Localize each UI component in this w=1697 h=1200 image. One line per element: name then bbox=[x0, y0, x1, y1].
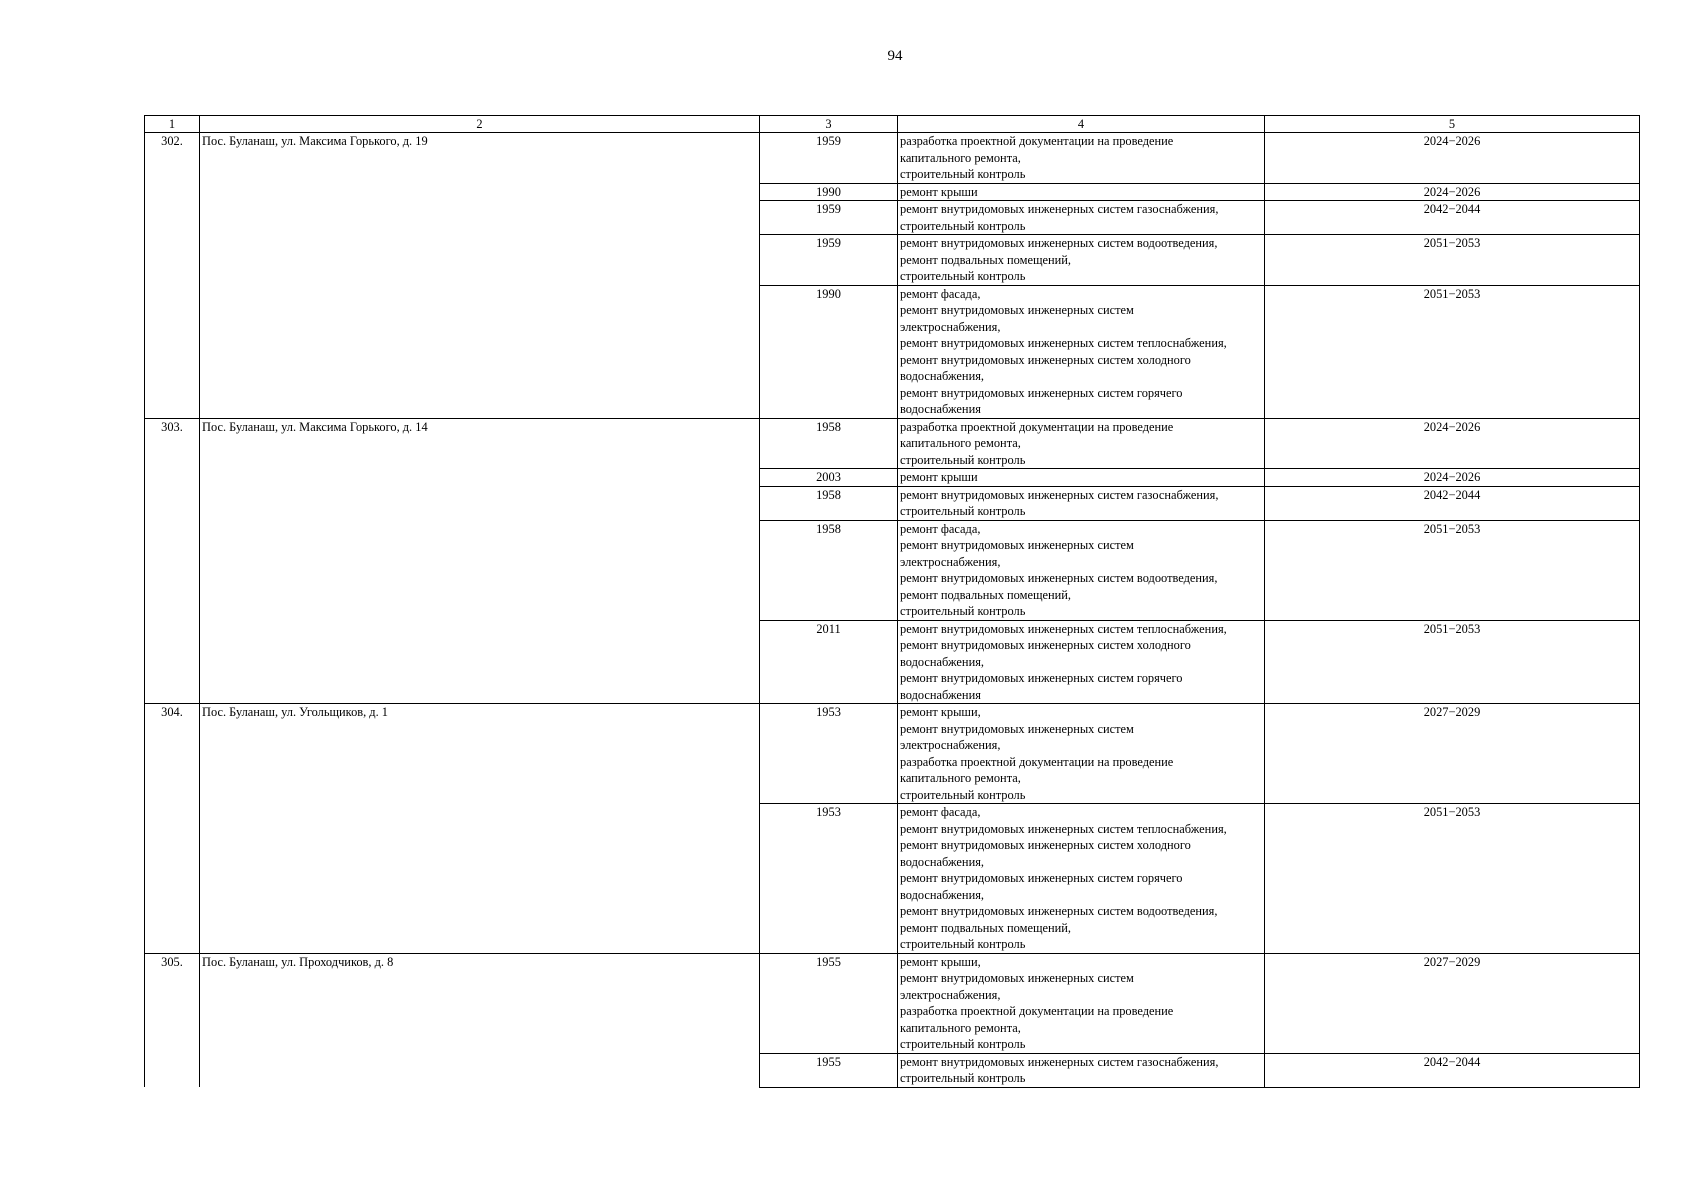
header-col-5: 5 bbox=[1265, 116, 1640, 133]
building-address: Пос. Буланаш, ул. Максима Горького, д. 14 bbox=[200, 418, 760, 704]
work-description: ремонт внутридомовых инженерных систем газоснабжения, строительный контроль bbox=[898, 486, 1265, 520]
commission-year: 2011 bbox=[760, 620, 898, 704]
column-number-header-row bbox=[145, 116, 1640, 133]
row-number: 304. bbox=[145, 704, 200, 954]
repair-period: 2024−2026 bbox=[1265, 183, 1640, 201]
repair-period: 2027−2029 bbox=[1265, 953, 1640, 1053]
repair-period: 2051−2053 bbox=[1265, 520, 1640, 620]
commission-year: 1959 bbox=[760, 201, 898, 235]
table-row bbox=[145, 418, 1640, 469]
header-col-4: 4 bbox=[898, 116, 1265, 133]
row-number: 305. bbox=[145, 953, 200, 1087]
repair-period: 2024−2026 bbox=[1265, 469, 1640, 487]
work-description: ремонт крыши, ремонт внутридомовых инженерных систем электроснабжения, разработка проектной документации на проведение капитального ремонта, строительный контроль bbox=[898, 704, 1265, 804]
commission-year: 1990 bbox=[760, 183, 898, 201]
commission-year: 1959 bbox=[760, 235, 898, 286]
repair-period: 2042−2044 bbox=[1265, 201, 1640, 235]
repair-period: 2051−2053 bbox=[1265, 620, 1640, 704]
work-description: ремонт крыши bbox=[898, 469, 1265, 487]
work-description: разработка проектной документации на проведение капитального ремонта, строительный контроль bbox=[898, 133, 1265, 184]
work-description: ремонт внутридомовых инженерных систем теплоснабжения, ремонт внутридомовых инженерных систем холодного водоснабжения, ремонт внутридомовых инженерных систем горячего водоснабжения bbox=[898, 620, 1265, 704]
repair-schedule-table bbox=[144, 115, 1640, 1088]
commission-year: 1953 bbox=[760, 804, 898, 954]
header-col-2: 2 bbox=[200, 116, 760, 133]
row-number: 303. bbox=[145, 418, 200, 704]
repair-period: 2027−2029 bbox=[1265, 704, 1640, 804]
building-address: Пос. Буланаш, ул. Максима Горького, д. 19 bbox=[200, 133, 760, 419]
work-description: ремонт внутридомовых инженерных систем водоотведения, ремонт подвальных помещений, строительный контроль bbox=[898, 235, 1265, 286]
commission-year: 1955 bbox=[760, 953, 898, 1053]
repair-period: 2042−2044 bbox=[1265, 486, 1640, 520]
row-number: 302. bbox=[145, 133, 200, 419]
table-row bbox=[145, 953, 1640, 1053]
work-description: ремонт внутридомовых инженерных систем газоснабжения, строительный контроль bbox=[898, 201, 1265, 235]
work-description: ремонт фасада, ремонт внутридомовых инженерных систем электроснабжения, ремонт внутридомовых инженерных систем теплоснабжения, ремонт внутридомовых инженерных систем холодного водоснабжения, ремонт внутридомовых инженерных систем горячего водоснабжения bbox=[898, 285, 1265, 418]
building-address: Пос. Буланаш, ул. Угольщиков, д. 1 bbox=[200, 704, 760, 954]
work-description: разработка проектной документации на проведение капитального ремонта, строительный контроль bbox=[898, 418, 1265, 469]
commission-year: 1959 bbox=[760, 133, 898, 184]
header-col-3: 3 bbox=[760, 116, 898, 133]
work-description: ремонт внутридомовых инженерных систем газоснабжения, строительный контроль bbox=[898, 1053, 1265, 1087]
page-number: 94 bbox=[887, 48, 903, 64]
building-address: Пос. Буланаш, ул. Проходчиков, д. 8 bbox=[200, 953, 760, 1087]
commission-year: 1953 bbox=[760, 704, 898, 804]
commission-year: 1955 bbox=[760, 1053, 898, 1087]
work-description: ремонт фасада, ремонт внутридомовых инженерных систем теплоснабжения, ремонт внутридомовых инженерных систем холодного водоснабжения, ремонт внутридомовых инженерных систем горячего водоснабжения, ремонт внутридомовых инженерных систем водоотведения, ремонт подвальных помещений, строительный контроль bbox=[898, 804, 1265, 954]
header-col-1: 1 bbox=[145, 116, 200, 133]
commission-year: 1990 bbox=[760, 285, 898, 418]
table-row bbox=[145, 133, 1640, 184]
repair-period: 2051−2053 bbox=[1265, 285, 1640, 418]
work-description: ремонт крыши, ремонт внутридомовых инженерных систем электроснабжения, разработка проектной документации на проведение капитального ремонта, строительный контроль bbox=[898, 953, 1265, 1053]
commission-year: 1958 bbox=[760, 418, 898, 469]
table-row bbox=[145, 704, 1640, 804]
commission-year: 2003 bbox=[760, 469, 898, 487]
commission-year: 1958 bbox=[760, 486, 898, 520]
repair-period: 2024−2026 bbox=[1265, 418, 1640, 469]
repair-period: 2042−2044 bbox=[1265, 1053, 1640, 1087]
repair-period: 2024−2026 bbox=[1265, 133, 1640, 184]
work-description: ремонт крыши bbox=[898, 183, 1265, 201]
commission-year: 1958 bbox=[760, 520, 898, 620]
work-description: ремонт фасада, ремонт внутридомовых инженерных систем электроснабжения, ремонт внутридомовых инженерных систем водоотведения, ремонт подвальных помещений, строительный контроль bbox=[898, 520, 1265, 620]
repair-period: 2051−2053 bbox=[1265, 804, 1640, 954]
repair-period: 2051−2053 bbox=[1265, 235, 1640, 286]
